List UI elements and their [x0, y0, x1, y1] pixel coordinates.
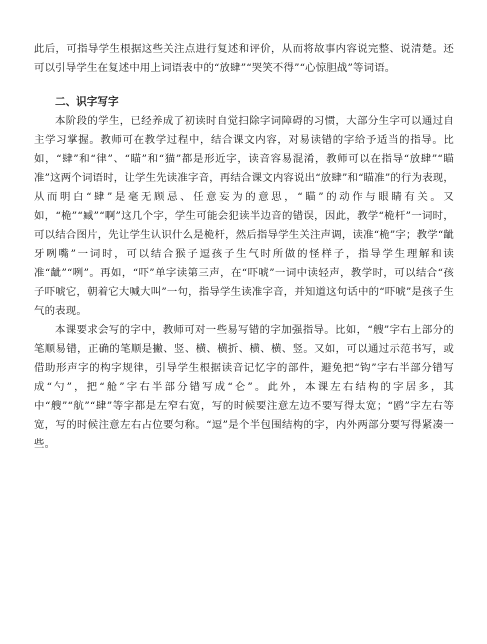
document-page: [34, 40, 454, 454]
writing-guidance-paragraph: 本课要求会写的字中，教师可对一些易写错的字加强指导。比如，“艘”字右上部分的笔顺易错，正确的笔顺是撇、竖、横、横折、横、横、竖。又如，可以通过示范书写，或借助形声字的构字规律，引导学生根据读音记忆字的部件，避免把“钩”字右半部分错写成“勺”，把“舱”字右半部分错写成“仑”。此外，本课左右结构的字居多，其中“艘”“航”“肆”等字都是左窄右宽，写的时候要注意左边不要写得太宽；“鸥”字左右等宽，写的时候注意左右占位要匀称。“逗”是个半包围结构的字，内外两部分要写得紧凑一些。: [34, 324, 454, 450]
intro-paragraph: 此后，可指导学生根据这些关注点进行复述和评价，从而将故事内容说完整、说清楚。还可以引导学生在复述中用上词语表中的“放肆”“哭笑不得”“心惊胆战”等词语。: [34, 43, 454, 74]
reading-guidance-paragraph: 本阶段的学生，已经养成了初读时自觉扫除字词障碍的习惯，大部分生字可以通过自主学习掌握。教师可在教学过程中，结合课文内容，对易读错的字给予适当的指导。比如，“肆”和“律”、“瞄”和“猫”都是形近字，读音容易混淆，教师可以在指导“放肆”“瞄准”这两个词语时，让学生先读准字音，再结合课文内容说出“放肆”和“瞄准”的行为表现，从而明白“肆”是毫无顾忌、任意妄为的意思，“瞄”的动作与眼睛有关。又如，“桅”“臧”“啊”这几个字，学生可能会犯读半边音的错误，因此，教学“桅杆”一词时，可以结合图片，先让学生认识什么是桅杆，然后指导学生关注声调，读准“桅”字；教学“龇牙咧嘴”一词时，可以结合猴子逗孩子生气时所做的怪样子，指导学生理解和读准“龇”“咧”。再如，“吓”单字读第三声，在“吓唬”一词中读轻声，教学时，可以结合“孩子吓唬它，朝着它大喊大叫”一句，指导学生读准字音，并知道这句话中的“吓唬”是孩子生气的表现。: [34, 115, 454, 317]
section-heading: 二、识字写字: [55, 96, 119, 108]
